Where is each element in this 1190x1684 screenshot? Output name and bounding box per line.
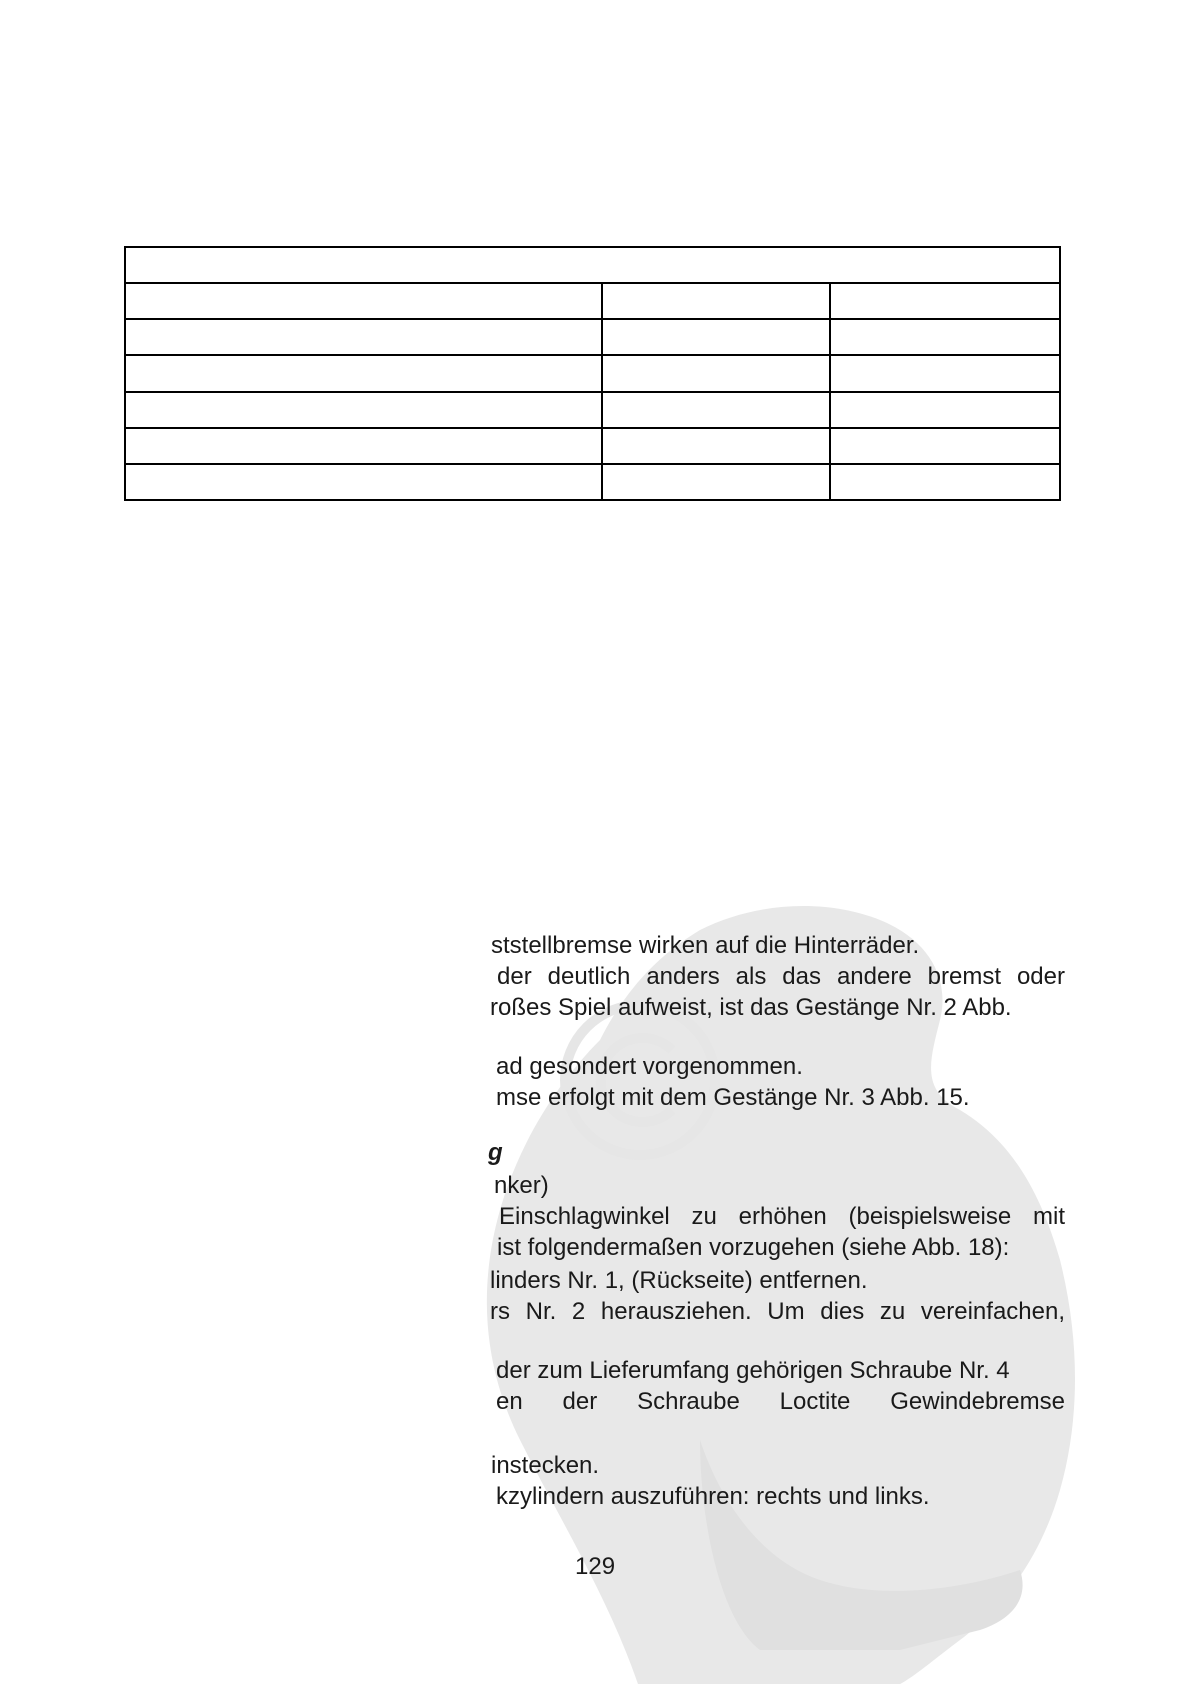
text-line: Einschlagwinkel zu erhöhen (beispielsweise mit — [499, 1203, 1065, 1230]
table-cell — [125, 428, 602, 464]
text-line: rs Nr. 2 herausziehen. Um dies zu vereinfachen, — [490, 1298, 1065, 1325]
table-cell — [830, 428, 1060, 464]
data-table — [124, 246, 1061, 501]
table-cell — [602, 319, 830, 355]
text-line: roßes Spiel aufweist, ist das Gestänge Nr. 2 Abb. — [490, 994, 1012, 1021]
section-heading: g — [488, 1139, 503, 1166]
text-line: der deutlich anders als das andere bremst oder — [497, 963, 1065, 990]
text-line: instecken. — [491, 1452, 600, 1479]
table-header-cell — [125, 247, 1060, 283]
table-cell — [830, 355, 1060, 391]
table-cell — [125, 464, 602, 500]
text-line: ststellbremse wirken auf die Hinterräder. — [491, 932, 920, 959]
table-cell — [830, 283, 1060, 319]
text-line: linders Nr. 1, (Rückseite) entfernen. — [490, 1267, 868, 1294]
table-cell — [125, 283, 602, 319]
table-cell — [830, 319, 1060, 355]
table-header-row — [125, 247, 1060, 283]
text-line: ist folgendermaßen vorzugehen (siehe Abb. 18): — [497, 1234, 1010, 1261]
table-cell — [125, 355, 602, 391]
table-cell — [125, 392, 602, 428]
text-line: en der Schraube Loctite Gewindebremse — [496, 1388, 1065, 1415]
table-cell — [602, 355, 830, 391]
table-row — [125, 392, 1060, 428]
page-number: 129 — [575, 1553, 616, 1580]
table-cell — [602, 392, 830, 428]
text-line: ad gesondert vorgenommen. — [496, 1053, 803, 1080]
table-cell — [602, 464, 830, 500]
table-row — [125, 464, 1060, 500]
table-row — [125, 283, 1060, 319]
text-line: der zum Lieferumfang gehörigen Schraube Nr. 4 — [496, 1357, 1010, 1384]
table-row — [125, 319, 1060, 355]
table-row — [125, 355, 1060, 391]
table-cell — [125, 319, 602, 355]
table-cell — [602, 283, 830, 319]
text-line: nker) — [494, 1172, 549, 1199]
text-line: kzylindern auszuführen: rechts und links. — [496, 1483, 930, 1510]
table-cell — [830, 392, 1060, 428]
table-cell — [830, 464, 1060, 500]
table-row — [125, 428, 1060, 464]
table-cell — [602, 428, 830, 464]
text-line: mse erfolgt mit dem Gestänge Nr. 3 Abb. 15. — [496, 1084, 970, 1111]
